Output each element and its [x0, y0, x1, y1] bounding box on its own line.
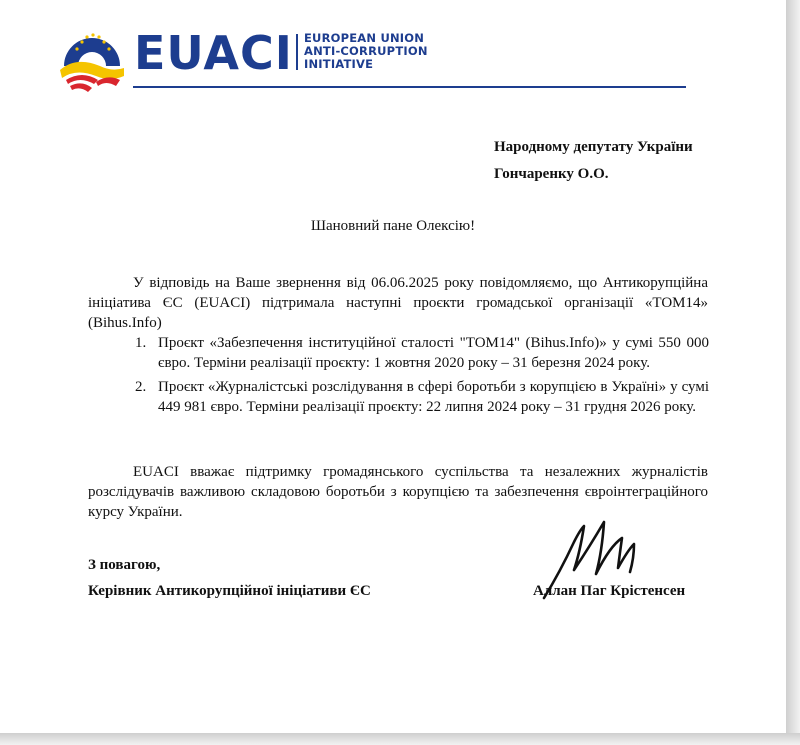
logo-subtitle-line: INITIATIVE [304, 57, 374, 71]
addressee-block [494, 134, 693, 188]
logo-separator [296, 34, 298, 70]
signer-name: Аллан Паг Крістенсен [533, 583, 686, 599]
list-item-number: 2. [135, 379, 147, 395]
list-item-text: Проєкт «Журналістські розслідування в сфері боротьби з корупцією в Україні» у сумі 449 981 євро. Терміни реалізації проєкту: 22 липня 2024 року – 31 грудня 2026 року. [158, 379, 709, 415]
list-item [135, 333, 709, 373]
project-list [135, 333, 709, 421]
addressee-title: Народному депутату України [494, 139, 693, 155]
body-paragraph-2: EUACI вважає підтримку громадянського суспільства та незалежних журналістів розслідувачів важливою складовою боротьби з корупцією та забезпечення євроінтеграційного курсу України. [88, 464, 708, 520]
signer-position: Керівник Антикорупційної ініціативи ЄС [88, 583, 371, 599]
header-divider [133, 86, 686, 88]
logo-subtitle-line: EUROPEAN UNION [304, 31, 425, 45]
salutation: Шановний пане Олексію! [310, 218, 476, 234]
closing-regards: З повагою, [88, 557, 161, 573]
list-item [135, 377, 709, 417]
page-shadow-bottom [0, 733, 800, 745]
logo-subtitle-line: ANTI-CORRUPTION [304, 44, 428, 58]
page-shadow-right [786, 0, 800, 745]
closing-block [88, 552, 371, 604]
list-item-number: 1. [135, 335, 147, 351]
list-item-text: Проєкт «Забезпечення інституційної сталості "TOM14" (Bihus.Info)» у сумі 550 000 євро. Терміни реалізації проєкту: 1 жовтня 2020 року – 31 березня 2024 року. [158, 335, 709, 371]
body-paragraph-1: У відповідь на Ваше звернення від 06.06.2025 року повідомляємо, що Антикорупційна ініціатива ЄС (EUACI) підтримала наступні проєкти громадської організації «TOM14» (Bihus.Info) [88, 275, 708, 331]
logo-subtitle [304, 32, 428, 71]
logo-wordmark: EUACI [134, 26, 293, 80]
euaci-emblem-icon [56, 22, 128, 94]
addressee-name: Гончаренку О.О. [494, 166, 609, 182]
